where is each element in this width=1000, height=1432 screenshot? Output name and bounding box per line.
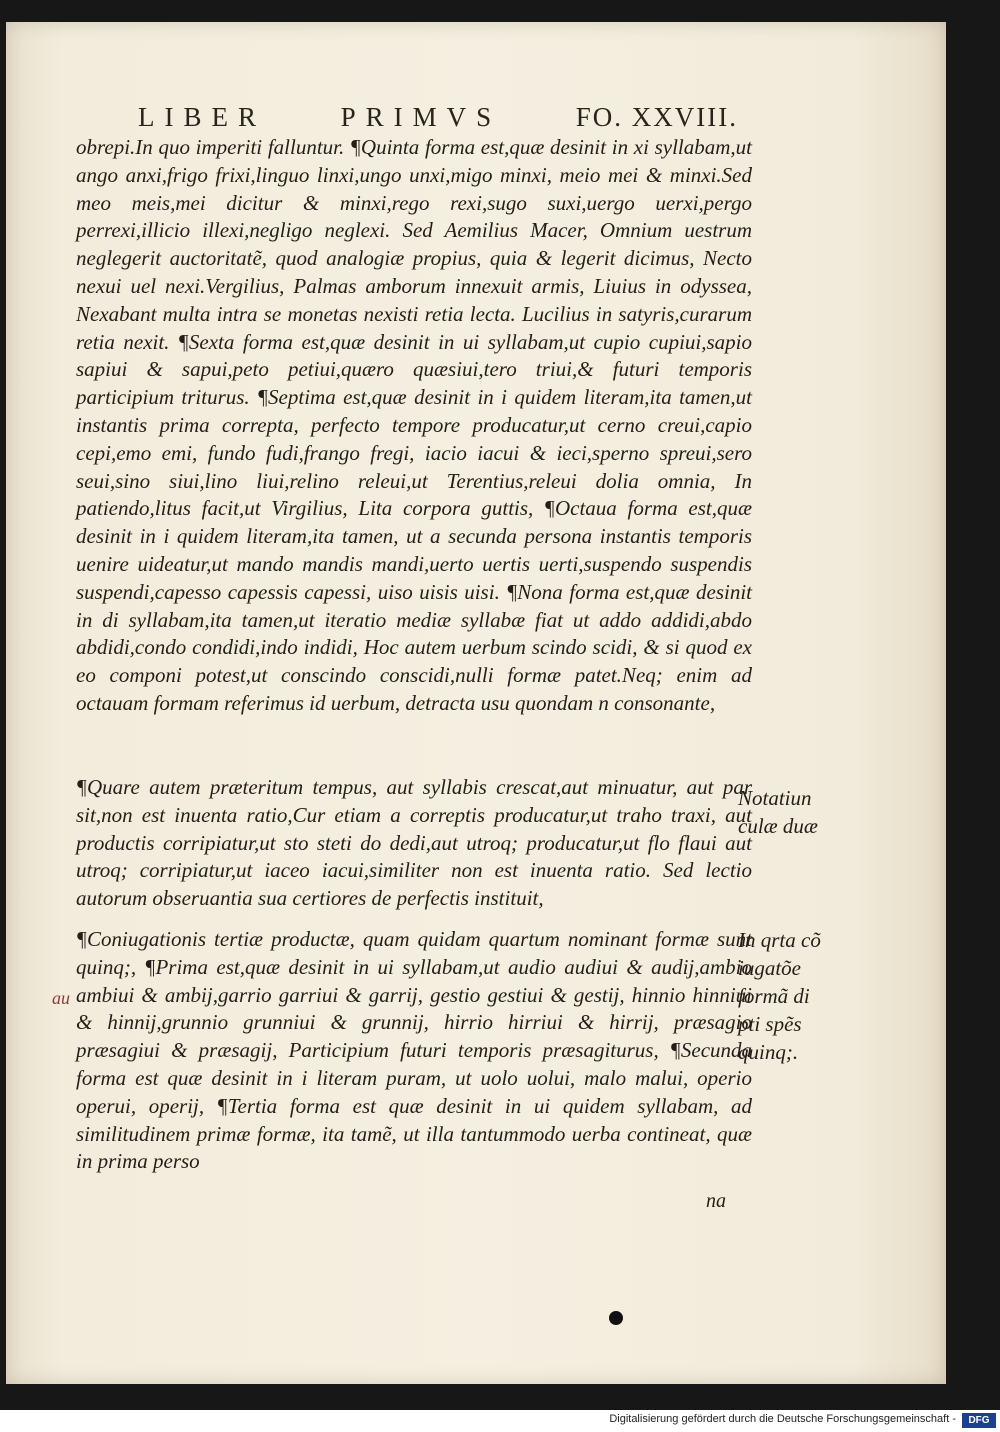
note-line: pti spẽs: [738, 1012, 802, 1036]
text-run: ¶Septima est,quæ desinit in i quidem literam,ita tamen,ut instantis prima correpta, perfecto tempore producatur,ut cerno creui,capio cepi,emo emi, fundo fudi,frango fregi, iacio iacui & ieci,sperno spreui,sero seui,sino siui,lino liui,relino releui,ut Terentius,releui dolia omnia, In patiendo,litus facit,ut Virgilius, Lita corpora guttis,: [76, 385, 752, 521]
marginal-note-2: [738, 926, 848, 1066]
note-line: Notatiun: [738, 786, 812, 810]
text-run: ¶Tertia forma est quæ desinit in ui quidem syllabam, ad similitudinem primæ formæ, ita tamẽ, ut illa tantummodo uerba contineat, quæ in prima perso: [76, 1093, 753, 1174]
footer-bar: [0, 1410, 1000, 1432]
running-head: [138, 102, 738, 133]
main-text-block-1: [76, 134, 752, 718]
text-run: ¶Sexta forma est,quæ desinit in ui syllabam,ut cupio cupiui,sapio sapiui & sapui,peto petiui,quæro quæsiui,tero triui,& futuri temporis participium triturus.: [76, 329, 752, 410]
catchword: na: [706, 1190, 726, 1212]
running-head-word: PRIMVS: [340, 102, 502, 132]
note-line: formã di: [738, 984, 810, 1008]
text-run: ¶Nona forma est,quæ desinit in di syllabam,ita tamen,ut iteratio mediæ syllabæ fiat ut addo addidi,abdo abdidi,condo condidi,indo indidi, Hoc autem uerbum scindo scidi, & si quod ex eo componi potest,ut conscindo conscidi,nulli formæ patet.Neq; enim ad octauam formam referimus id uerbum, detracta usu quondam n consonante,: [76, 579, 752, 715]
note-line: In qrta cõ: [738, 928, 821, 952]
text-run: ¶Secunda forma est quæ desinit in i literam puram, ut uolo uolui, malo malui, operio operui, operij,: [76, 1038, 753, 1118]
handwritten-annotation: au: [52, 988, 70, 1008]
text-run: ¶Prima est,quæ desinit in ui syllabam,ut audio audiui & audij,ambio ambiui & ambij,garrio garriui & garrij, gestio gestiui & gestij, hinnio hinniui & hinnij,grunnio grunniui & grunnij, hirrio hirriui & hirrij, præsagio præsagiui & præsagij, Participium futuri temporis præsagiturus,: [76, 954, 752, 1063]
ink-dot: [609, 1311, 623, 1325]
main-text-block-2: [76, 774, 752, 913]
note-line: culæ duæ: [738, 814, 818, 838]
folio-number: FO. XXVIII.: [575, 102, 738, 132]
text-paragraph: ¶Quare autem præteritum tempus, aut syllabis crescat,aut minuatur, aut par sit,non est inuenta ratio,Cur etiam a correptis producatur,ut traho traxi, aut productis corripiatur,ut sto steti do dedi,aut utroq; producatur,ut flo flaui aut utroq; corripiatur,ut iaceo iacui,similiter non est inuenta ratio. Sed lectio autorum obseruantia sua certiores de perfectis instituit,: [76, 775, 752, 911]
text-run: ¶Quinta forma est,quæ desinit in xi syllabam,ut ango anxi,frigo frixi,linguo linxi,ungo unxi,migo minxi, meio mei & minxi.Sed meo meis,mei dicitur & minxi,rego rexi,sugo suxi,uergo uerxi,pergo perrexi,illicio illexi,negligo neglexi. Sed Aemilius Macer, Omnium uestrum neglegerit auctoritatẽ, quod analogiæ propius, quia & legerit dicimus, Necto nexui uel nexi.Vergilius, Palmas amborum innexuit armis, Liuius in odyssea, Nexabant multa intra se monetas nexisti retia lecta. Lucilius in satyris,curarum retia nexit.: [76, 135, 752, 354]
text-run: ¶Coniugationis tertiæ productæ, quam quidam quartum nominant formæ sunt quinq;,: [76, 927, 752, 979]
text-run: obrepi.In quo imperiti falluntur.: [76, 135, 345, 159]
text-run: ¶Octaua forma est,quæ desinit in i quidem literam,ita tamen, ut a secunda persona instantis temporis uenire uideatur,ut mando mandis mandi,uerto uertis uerti,suspendo suspendis suspendi,capesso capessis capessi, uiso uisis uisi.: [76, 496, 752, 604]
dfg-logo-icon: DFG: [962, 1413, 996, 1428]
note-line: quinq;.: [738, 1040, 799, 1064]
running-head-word: LIBER: [138, 102, 266, 132]
funding-notice: Digitalisierung gefördert durch die Deutsche Forschungsgemeinschaft -: [609, 1413, 956, 1425]
main-text-block-3: [76, 926, 752, 1176]
text-paragraph: [76, 926, 752, 1176]
text-paragraph: [76, 134, 752, 718]
note-line: iugatõe: [738, 956, 801, 980]
marginal-note-1: [738, 784, 848, 840]
